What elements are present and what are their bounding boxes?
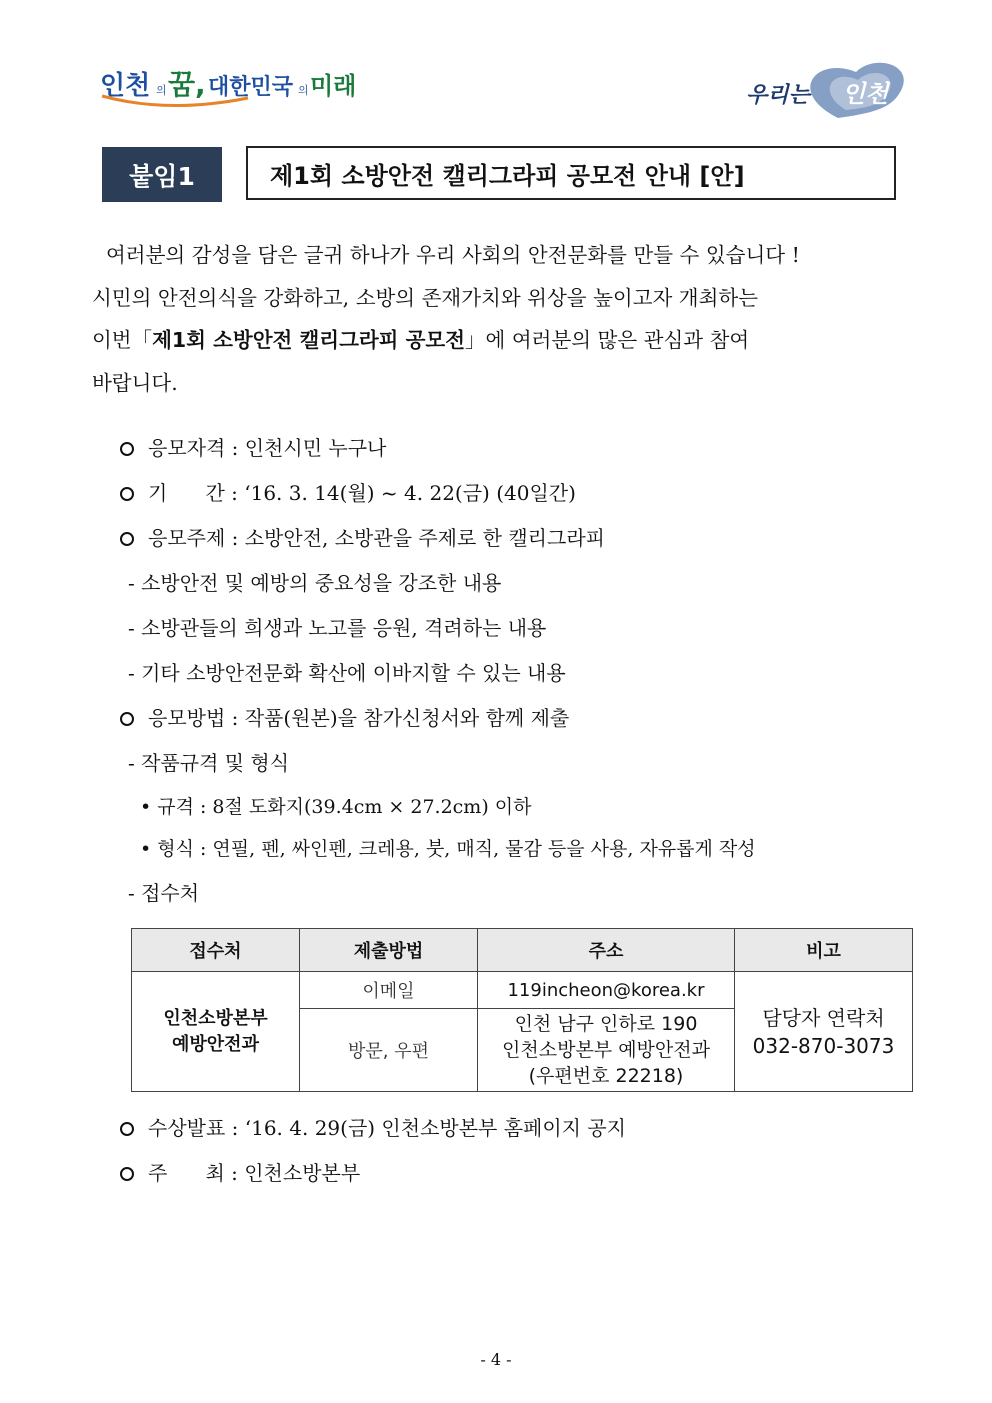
host-item [120,1157,360,1186]
svg-text:꿈,: 꿈, [168,68,206,101]
svg-text:미래: 미래 [310,72,357,100]
svg-text:의: 의 [156,84,167,97]
circle-bullet-icon [120,487,134,501]
office-line-2: 예방안전과 [172,1033,259,1055]
page-number: - 4 - [480,1350,512,1369]
svg-text:우리는: 우리는 [746,82,810,108]
eligibility-text: 응모자격 : 인천시민 누구나 [148,436,387,460]
col-header-office: 접수처 [132,929,300,972]
circle-bullet-icon [120,1122,134,1136]
note-line-2: 032-870-3073 [752,1033,895,1058]
we-are-incheon-logo [746,52,918,124]
circle-bullet-icon [120,712,134,726]
method-email-cell: 이메일 [300,972,478,1009]
page-title: 제1회 소방안전 캘리그라피 공모전 안내 [안] [246,146,896,200]
method-visit-cell: 방문, 우편 [300,1009,478,1092]
office-line-1: 인천소방본부 [163,1007,268,1029]
note-line-1: 담당자 연락처 [762,1005,885,1030]
table-header-row [132,929,913,972]
svg-text:인천: 인천 [100,71,151,101]
intro-line-3-pre: 이번「 [92,328,153,352]
intro-line-2: 시민의 안전의식을 강화하고, 소방의 존재가치와 위상을 높이고자 개최하는 [92,285,759,310]
announce-text: 수상발표 : ‘16. 4. 29(금) 인천소방본부 홈페이지 공지 [148,1116,626,1140]
circle-bullet-icon [120,442,134,456]
method-item [120,702,569,731]
address-cell [478,1009,735,1092]
host-text: 주 최 : 인천소방본부 [148,1161,361,1185]
intro-paragraph [92,234,918,404]
address-line-2: 인천소방본부 예방안전과 [502,1039,710,1061]
office-cell [132,972,300,1092]
svg-text:대한민국: 대한민국 [208,75,294,100]
incheon-dream-logo [98,62,358,114]
table-row [132,972,913,1009]
period-item [120,477,576,506]
period-text: 기 간 : ‘16. 3. 14(월) ~ 4. 22(금) (40일간) [148,481,576,505]
reception-table [131,928,913,1092]
topic-text: 응모주제 : 소방안전, 소방관을 주제로 한 캘리그라피 [148,526,605,550]
circle-bullet-icon [120,532,134,546]
intro-line-3 [92,319,918,362]
eligibility-item [120,432,386,461]
intro-line-4: 바랍니다. [92,370,178,395]
method-sub-2: - 접수처 [128,881,200,905]
col-header-address: 주소 [478,929,735,972]
email-cell: 119incheon@korea.kr [478,972,735,1009]
contest-name: 제1회 소방안전 캘리그라피 공모전 [152,328,466,352]
address-line-3: (우편번호 22218) [528,1065,684,1087]
intro-line-3-post: 」에 여러분의 많은 관심과 참여 [465,328,750,352]
spec-format: • 형식 : 연필, 펜, 싸인펜, 크레용, 붓, 매직, 물감 등을 사용, 자유롭게 작성 [140,838,756,860]
topic-sub-2: - 소방관들의 희생과 노고를 응원, 격려하는 내용 [128,616,547,640]
method-sub-1: - 작품규격 및 형식 [128,751,290,775]
col-header-note: 비고 [735,929,913,972]
attachment-badge: 붙임1 [102,147,222,202]
method-text: 응모방법 : 작품(원본)을 참가신청서와 함께 제출 [148,706,570,730]
announce-item [120,1112,626,1141]
topic-sub-3: - 기타 소방안전문화 확산에 이바지할 수 있는 내용 [128,661,566,685]
svg-text:인천: 인천 [842,79,889,108]
topic-item [120,522,605,551]
address-line-1: 인천 남구 인하로 190 [514,1013,698,1035]
note-cell [735,972,913,1092]
spec-size: • 규격 : 8절 도화지(39.4cm × 27.2cm) 이하 [140,796,532,818]
circle-bullet-icon [120,1167,134,1181]
svg-text:의: 의 [298,84,309,97]
intro-line-1: 여러분의 감성을 담은 글귀 하나가 우리 사회의 안전문화를 만들 수 있습니다 ! [106,243,800,267]
topic-sub-1: - 소방안전 및 예방의 중요성을 강조한 내용 [128,571,502,595]
col-header-method: 제출방법 [300,929,478,972]
